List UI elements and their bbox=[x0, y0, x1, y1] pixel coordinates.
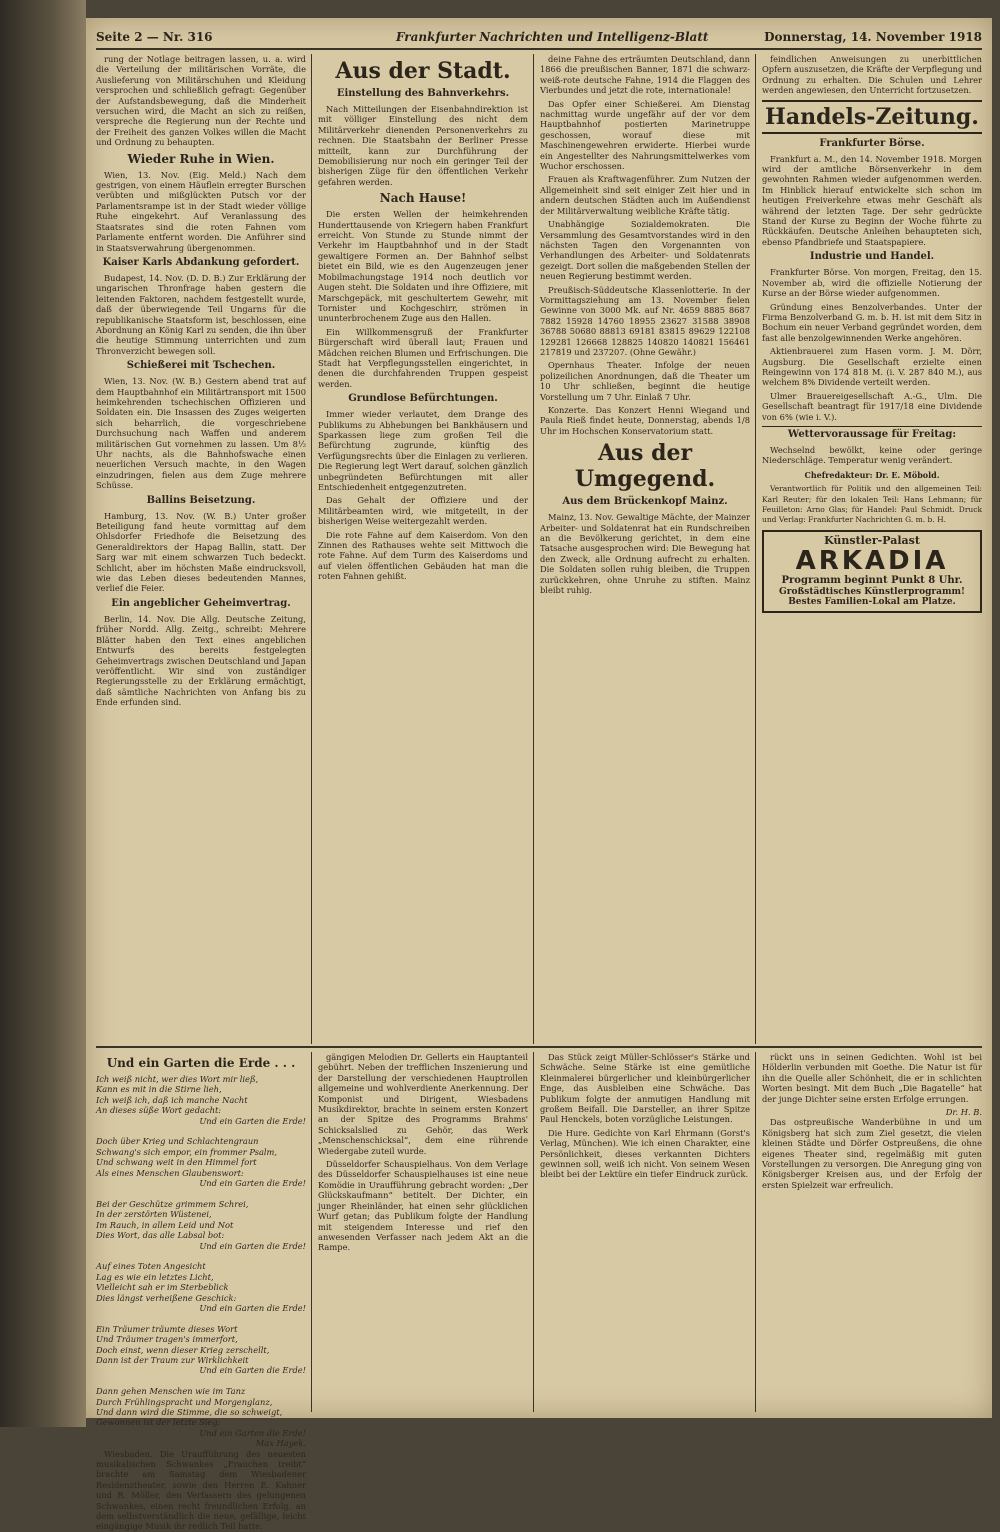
article-wiesbaden: Wiesbaden. Die Uraufführung des neuesten musikalischen Schwankes „Frauchen treibt“ brachte am Samstag dem Wiesbadener Residenztheater, sowie den Herren E. Kahner und R. Möller, den Verfassern des gelungenen Schwankes, einen recht freundlichen Erfolg, an dem selbstverständlich die neue, gefällige, leicht eingängige Musik ihr redlich Teil hatte. bbox=[96, 1448, 306, 1532]
article-brauerei-ulm: Ulmer Brauereigesellschaft A.-G., Ulm. Die Gesellschaft beantragt für 1917/18 eine Dividende von 6% (wie i. V.). bbox=[762, 390, 982, 422]
article-sozialdemokraten: Unabhängige Sozialdemokraten. Die Versammlung des Gesamtvorstandes wird in den nächsten Tagen den Vorgenannten von Verhandlungen des Arbeiter- und Soldatenrats gezeigt. Dort sollen die maßgebenden Stellen der neuen Regierung bestimmt werden. bbox=[540, 219, 750, 282]
poem-line: Und ein Garten die Erde! bbox=[199, 1178, 306, 1189]
article-schiesserei: Das Opfer einer Schießerei. Am Dienstag nachmittag wurde ungefähr auf der vor dem Hauptbahnhof postierten Marinetruppe geschossen, worauf diese mit Maschinengewehren erwiderte. Hierbei wurde ein Angestellter des Nahrungsmittelwerkes vom Wuchor erschossen. bbox=[540, 98, 750, 172]
poem-line: Und ein Garten die Erde! bbox=[199, 1365, 306, 1376]
headline-tschechen: Schießerei mit Tschechen. bbox=[126, 360, 276, 372]
poem-line: Bei der Geschütze grimmem Schrei, bbox=[96, 1198, 249, 1209]
poem-line: Dies längst verheißene Geschick: bbox=[96, 1292, 237, 1303]
headline-wien: Wieder Ruhe in Wien. bbox=[127, 151, 275, 166]
article-kraftwagen: Frauen als Kraftwagenführer. Zum Nutzen der Allgemeinheit sind seit einiger Zeit hier und in andern deutschen Städten auch im Außendienst der Militärverwaltung weibliche Kräfte tätig. bbox=[540, 174, 750, 216]
newspaper-page bbox=[86, 18, 992, 1532]
poem-line: Ich weiß ich, daß ich manche Nacht bbox=[96, 1094, 248, 1105]
ad-name: ARKADIA bbox=[795, 546, 949, 577]
column-divider bbox=[311, 54, 312, 1044]
poem-line: Und ein Garten die Erde! bbox=[199, 1240, 306, 1251]
article-tschechen: Wien, 13. Nov. (W. B.) Gestern abend trat auf dem Hauptbahnhof ein Militärtransport mit 1500 heimkehrenden tschechischen Offizieren und Soldaten ein. Die Insassen des Zuges weigerten sich beharrlich, die vorgeschriebene Durchsuchung nach Waffen und anderem militärischen Gut vornehmen zu lassen. Um 8½ Uhr nachts, als die Bahnhofswache einen neuerlichen Versuch machte, in den Wagen einzudringen, fielen aus dem Zuge mehrere Schüsse. bbox=[96, 376, 306, 491]
headline-wetter: Wettervoraussage für Freitag: bbox=[762, 426, 982, 441]
poem-line: Dies Wort, das alle Labsal bot: bbox=[96, 1230, 225, 1241]
poem-line bbox=[96, 1251, 306, 1261]
ad-program: Großstädtisches Künstlerprogramm! bbox=[779, 586, 965, 597]
poem-line: Auf eines Toten Angesicht bbox=[96, 1261, 206, 1272]
column-divider bbox=[755, 54, 756, 1044]
poem-line: Dann gehen Menschen wie im Tanz bbox=[96, 1386, 246, 1397]
article-konzerte: Konzerte. Das Konzert Henni Wiegand und Paula Rieß findet heute, Donnerstag, abends 1/8 Uhr im Hochschen Konservatorium statt. bbox=[540, 405, 750, 436]
headline-ballin: Ballins Beisetzung. bbox=[146, 494, 256, 506]
poem-line bbox=[96, 1313, 306, 1323]
page-number: Seite 2 — Nr. 316 bbox=[96, 30, 213, 44]
article-duesseldorf: Düsseldorfer Schauspielhaus. Von dem Verlage des Düsseldorfer Schauspielhauses ist eine neue Komödie in Uraufführung gebracht worden: „Der Glückskaufmann“ betitelt. Der Dichter, ein junger Rheinländer, hat einen sehr glücklichen Wurf getan; das Publikum folgte der Handlung mit steigendem Interesse und rief den anwesenden Verfasser nach jedem Akt an die Rampe. bbox=[318, 1159, 528, 1253]
column-2 bbox=[318, 54, 528, 1049]
ad-venue: Künstler-Palast bbox=[824, 533, 920, 547]
section-title-handel: Handels-Zeitung. bbox=[762, 100, 982, 134]
headline-geheimvertrag: Ein angeblicher Geheimvertrag. bbox=[111, 597, 291, 609]
poem-line: Lag es wie ein letztes Licht, bbox=[96, 1271, 214, 1282]
feuilleton-column-1 bbox=[96, 1052, 306, 1532]
poem-line: Und ein Garten die Erde! bbox=[199, 1427, 306, 1438]
column-divider bbox=[311, 1052, 312, 1412]
poem-line: Durch Frühlingspracht und Morgenglanz, bbox=[96, 1396, 273, 1407]
article-theater: Opernhaus Theater. Infolge der neuen polizeilichen Anordnungen, daß die Theater um 10 Uhr schließen, beginnt die heutige Vorstellung um 7 Uhr. Einlaß 7 Uhr. bbox=[540, 360, 750, 402]
headline-mainz: Aus dem Brückenkopf Mainz. bbox=[562, 496, 728, 508]
column-divider bbox=[533, 1052, 534, 1412]
article-signature: Dr. H. B. bbox=[945, 1107, 982, 1118]
article-rote-fahne: Die rote Fahne auf dem Kaiserdom. Von den Zinnen des Rathauses wehte seit Mittwoch die rote Fahne. Auf dem Turm des Kaiserdoms und auf vielen öffentlichen Gebäuden hat man die roten Fahnen gehißt. bbox=[318, 529, 528, 582]
poem-line: Ich weiß nicht, wer dies Wort mir ließ, bbox=[96, 1074, 259, 1084]
ad-program-start: Programm beginnt Punkt 8 Uhr. bbox=[781, 575, 963, 587]
headline-industrie: Industrie und Handel. bbox=[809, 251, 935, 263]
article-nach-hause-cont: Ein Willkommensgruß der Frankfurter Bürgerschaft wird überall laut; Frauen und Mädchen reichen Blumen und Erfrischungen. Die Stadt hat Verpflegungsstellen eingerichtet, in denen die durchfahrenden Truppen gespeist werden. bbox=[318, 326, 528, 389]
article-gedichte: Die Hure. Gedichte von Karl Ehrmann (Gorst's Verlag, München). Wie ich einen Charakter, eine Persönlichkeit, dieses verkannten Dichters gewinnen soll, weiß ich nicht. Von seinem Wesen bleibt bei der Lektüre ein tiefer Eindruck zurück. bbox=[540, 1127, 750, 1180]
page-header bbox=[96, 26, 982, 50]
poem-line: Doch einst, wenn dieser Krieg zerschellt, bbox=[96, 1344, 270, 1355]
article-brauerei-hasen: Aktienbrauerei zum Hasen vorm. J. M. Dörr, Augsburg. Die Gesellschaft erzielte einen Reingewinn von 174 818 M. (i. V. 287 840 M.), aus welchem 8% Dividende verteilt werden. bbox=[762, 346, 982, 388]
poem-line: Und Träumer tragen's immerfort, bbox=[96, 1334, 238, 1345]
article-benzolverband: Gründung eines Benzolverbandes. Unter der Firma Benzolverband G. m. b. H. ist mit dem Sitz in Bochum ein neuer Verband gegründet worden, dem fast alle benzolgewinnenden Werke angehören. bbox=[762, 301, 982, 343]
feuilleton-column-2 bbox=[318, 1052, 528, 1412]
poem-line: Ein Träumer träumte dieses Wort bbox=[96, 1323, 238, 1334]
article-gehalt: Das Gehalt der Offiziere und der Militärbeamten wird, wie mitgeteilt, in der bisherigen Weise weitergezahlt werden. bbox=[318, 495, 528, 527]
column-3 bbox=[540, 54, 750, 1049]
article-geheimvertrag: Berlin, 14. Nov. Die Allg. Deutsche Zeitung, früher Nordd. Allg. Zeitg., schreibt: Mehrere Blätter haben den Text eines angeblichen Entwurfs des bereits festgelegten Geheimvertrags zwischen Deutschland und Japan veröffentlicht. Wir sind von zuständiger Regierungsstelle zu der Erklärung ermächtigt, daß sämtliche Nachrichten von Anfang bis zu Ende erfunden sind. bbox=[96, 613, 306, 708]
newspaper-title: Frankfurter Nachrichten und Intelligenz-Blatt bbox=[396, 30, 709, 44]
feuilleton-column-4 bbox=[762, 1052, 982, 1412]
column-1 bbox=[96, 54, 306, 1049]
article-ballin: Hamburg, 13. Nov. (W. B.) Unter großer Beteiligung fand heute vormittag auf dem Ohlsdorfer Friedhofe die Beisetzung des Generaldirektors der Hapag Ballin, statt. Der Sarg war mit einem schwarzen Tuch bedeckt. Schlicht, aber im höchsten Maße eindrucksvoll, wie das Leben dieses bedeutenden Mannes, verlief die Feier. bbox=[96, 510, 306, 594]
headline-kaiser-karl: Kaiser Karls Abdankung gefordert. bbox=[102, 256, 300, 268]
poem-line: Schwang's sich empor, ein frommer Psalm, bbox=[96, 1146, 278, 1157]
article-wien: Wien, 13. Nov. (Eig. Meld.) Nach dem gestrigen, von einem Häuflein erregter Burschen verübten und mißglückten Putsch vor der Parlamentsrampe ist in der Stadt wieder völlige Ruhe eingekehrt. Auf Veranlassung des Staatsrates sind die roten Fahnen vom Parlamente entfernt worden. Die Anführer sind in Staatsverwahrung übergenommen. bbox=[96, 169, 306, 253]
article-boerse-notiz: Frankfurter Börse. Von morgen, Freitag, den 15. November ab, wird die offizielle Notierung der Kurse an der Börse wieder aufgenommen. bbox=[762, 267, 982, 299]
article-boerse: Frankfurt a. M., den 14. November 1918. Morgen wird der amtliche Börsenverkehr in dem gewohnten Rahmen wieder aufgenommen werden. Im Hinblick hierauf entwickelte sich schon im heutigen Freiverkehre etwas mehr Geschäft als während der letzten Tage. Der sehr gedrückte Stand der Kurse zu Beginn der Woche führte zu Rückkäufen. Deutsche Anleihen behaupteten sich, ebenso Pfandbriefe und Staatspapiere. bbox=[762, 153, 982, 247]
article-hoelderlin: rückt uns in seinen Gedichten. Wohl ist bei Hölderlin verbunden mit Goethe. Die Natur ist für ihn die Quelle aller Schönheit, die er in schlichten Worten besingt. Mit dem Buch „Die Bagatelle“ hat der junge Dichter seine ersten Erfolge errungen. bbox=[762, 1052, 982, 1104]
poem-line: Und ein Garten die Erde! bbox=[199, 1302, 306, 1313]
article-intro: rung der Notlage beitragen lassen, u. a. wird die Verteilung der militärischen Vorräte, die Auslieferung von Militärschuhen und Kleidung versprochen und schließlich gefragt: Gegenüber der Aufstandsbewegung, daß die Minderheit versuchen wird, die Macht an sich zu reißen, verspreche die Regierung nun der Rechte und der Freiheit des ganzen Volkes willen die Macht und Ordnung zu behaupten. bbox=[96, 54, 306, 148]
article-stueck: Das Stück zeigt Müller-Schlösser's Stärke und Schwäche. Seine Stärke ist eine gemütliche Kleinmalerei bürgerlicher und kleinbürgerlicher Enge, das Ausbleiben eine Schwäche. Das Publikum folgte der anmutigen Handlung mit großem Beifall. Die Darsteller, an ihrer Spitze Paul Henckels, boten vorzügliche Leistungen. bbox=[540, 1052, 750, 1125]
article-wanderbuehne: Das ostpreußische Wanderbühne in und um Königsberg hat sich zum Ziel gesetzt, die vielen kleinen Städte und Dörfer Ostpreußens, die ohne eigenes Theater sind, regelmäßig mit guten Vorstellungen zu versorgen. Die Anregung ging von Königsberger Kreisen aus, und der Erfolg der ersten Spielzeit war erfreulich. bbox=[762, 1117, 982, 1190]
poem-line: Doch über Krieg und Schlachtengraun bbox=[96, 1136, 259, 1147]
poem-line: Und dann wird die Stimme, die so schweigt, bbox=[96, 1407, 283, 1417]
column-4 bbox=[762, 54, 982, 1049]
article-befuerchtungen: Immer wieder verlautet, dem Drange des Publikums zu Abhebungen bei Bankhäusern und Sparkassen liege zum großen Teil die Befürchtung zugrunde, künftig des Verfügungsrechts über die Einlagen zu verlieren. Die Regierung legt Wert darauf, solchen gänzlich unbegründeten Befürchtungen mit aller Entschiedenheit entgegenzutreten. bbox=[318, 409, 528, 492]
poem-line: In der zerstörten Wüstenei, bbox=[96, 1209, 212, 1220]
weather-forecast: Wechselnd bewölkt, keine oder geringe Niederschläge. Temperatur wenig verändert. bbox=[762, 444, 982, 466]
article-lotterie: Preußisch-Süddeutsche Klassenlotterie. In der Vormittagsziehung am 13. November fielen Gewinne von 3000 Mk. auf Nr. 4659 8885 8687 7882 15928 14760 18955 23627 31588 38908 36788 50680 88813 69181 83815 89629 122108 129281 126668 128825 140820 140821 156461 217819 und 237207. (Ohne Gewähr.) bbox=[540, 284, 750, 357]
poem-line: Als eines Menschen Glaubenswort: bbox=[96, 1167, 244, 1178]
poem-line: Vielleicht sah er im Sterbeblick bbox=[96, 1282, 229, 1293]
poem-line: Im Rauch, in allem Leid und Not bbox=[96, 1219, 234, 1230]
article-nach-hause: Die ersten Wellen der heimkehrenden Hunderttausende von Kriegern haben Frankfurt erreicht. Von Stunde zu Stunde nimmt der Verkehr im Hauptbahnhof und in der Stadt gewaltigere Formen an. Der Bahnhof selbst bietet ein Bild, wie es den Augenzeugen jener Mobilmachungstage 1914 noch deutlich vor Augen steht. Die Soldaten und ihre Offiziere, mit Marschgepäck, mit geschultertem Gewehr, mit Tornister und Kochgeschirr, strömen in ununterbrochenem Zuge aus den Hallen. bbox=[318, 209, 528, 324]
feuilleton-column-3 bbox=[540, 1052, 750, 1412]
poem-line: Dann ist der Traum zur Wirklichkeit bbox=[96, 1354, 249, 1365]
poem-line: An dieses süße Wort gedacht: bbox=[96, 1105, 222, 1116]
ad-family: Bestes Familien-Lokal am Platze. bbox=[788, 597, 956, 608]
article-fahne-cont: deine Fahne des erträumten Deutschland, dann 1866 die preußischen Banner, 1871 die schwarz-weiß-rote deutsche Fahne, 1914 die Flaggen des Vierbundes und jetzt die rote, internationale! bbox=[540, 54, 750, 96]
column-divider bbox=[755, 1052, 756, 1412]
article-mainz: Mainz, 13. Nov. Gewaltige Mächte, der Mainzer Arbeiter- und Soldatenrat hat ein Rundschreiben an die Bevölkerung gerichtet, in dem eine Tatsache ausgesprochen wird: Die Bewegung hat den Zweck, alle Ordnung aufrecht zu erhalten. Die Soldaten sollen ruhig bleiben, die Truppen zurückkehren, ohne Unruhe zu stiften. Mainz bleibt ruhig. bbox=[540, 512, 750, 596]
headline-befuerchtungen: Grundlose Befürchtungen. bbox=[348, 393, 498, 405]
poem-line: Kann es mit in die Stirne lieh, bbox=[96, 1084, 222, 1095]
feuilleton-divider bbox=[96, 1046, 982, 1048]
poem-author: Max Hayek. bbox=[255, 1438, 306, 1449]
poem-line bbox=[96, 1188, 306, 1198]
section-title-umgegend: Aus der Umgegend. bbox=[574, 440, 716, 493]
headline-nach-hause: Nach Hause! bbox=[379, 191, 467, 206]
article-intro-col4: feindlichen Anweisungen zu unerbittlichen Opfern auszusetzen, die Kräfte der Verpflegung und Ordnung zu erhalten. Die Schulen und Lehrer werden angewiesen, den Unterricht fortzusetzen. bbox=[762, 54, 982, 96]
poem-title: Und ein Garten die Erde . . . bbox=[106, 1056, 296, 1070]
poem-line bbox=[96, 1376, 306, 1386]
poem-line bbox=[96, 1126, 306, 1136]
article-bahnverkehr: Nach Mitteilungen der Eisenbahndirektion ist mit völliger Einstellung des nicht dem Militärverkehr dienenden Personenverkehrs zu rechnen. Die Staatsbahn der Berliner Presse mitteilt, kann zur Durchführung der Demobilisierung nur noch ein geringer Teil der bisherigen Züge für den öffentlichen Verkehr gefahren werden. bbox=[318, 104, 528, 187]
chief-editor: Chefredakteur: Dr. E. Möbold. bbox=[804, 469, 940, 480]
headline-bahnverkehr: Einstellung des Bahnverkehrs. bbox=[336, 88, 510, 99]
article-kaiser-karl: Budapest, 14. Nov. (D. D. B.) Zur Erklärung der ungarischen Thronfrage haben gestern die leitenden Faktoren, nachdem festgestellt wurde, daß der überwiegende Teil Ungarns für die republikanische Staatsform ist, beschlossen, eine Abordnung an König Karl zu senden, die ihn über die heutige Stimmung unterrichten und zum Thronverzicht bewegen soll. bbox=[96, 272, 306, 356]
advertisement-arkadia bbox=[762, 530, 982, 614]
book-spine bbox=[0, 0, 86, 1427]
poem-line: Und ein Garten die Erde! bbox=[199, 1115, 306, 1126]
poem-line: Gewonnen ist der letzte Sieg: bbox=[96, 1417, 221, 1428]
section-title-stadt: Aus der Stadt. bbox=[335, 58, 511, 84]
article-konzert: gängigen Melodien Dr. Gellerts ein Hauptanteil gebührt. Neben der trefflichen Inszenierung und der Darstellung der verschiedenen Hauptrollen allgemeine und wohlverdiente Anerkennung. Der Komponist und Dirigent, Wiesbadens Musikdirektor, brachte in seinem ersten Konzert an der Spitze des Programms Brahms' Schicksalslied zu Gehör, das Werk „Menschenschicksal“, dem eine rührende Wiedergabe zuteil wurde. bbox=[318, 1052, 528, 1156]
imprint: Verantwortlich für Politik und den allgemeinen Teil: Karl Reuter; für den lokalen Teil: Hans Lehmann; für Feuilleton: Arno Glas; für Handel: Paul Schmidt. Druck und Verlag: Frankfurter Nachrichten G. m. b. H. bbox=[762, 484, 982, 525]
column-divider bbox=[533, 54, 534, 1044]
poem-line: Und schwang weit in den Himmel fort bbox=[96, 1157, 257, 1168]
headline-boerse: Frankfurter Börse. bbox=[819, 137, 925, 149]
poem bbox=[96, 1074, 306, 1438]
issue-date: Donnerstag, 14. November 1918 bbox=[764, 30, 982, 44]
